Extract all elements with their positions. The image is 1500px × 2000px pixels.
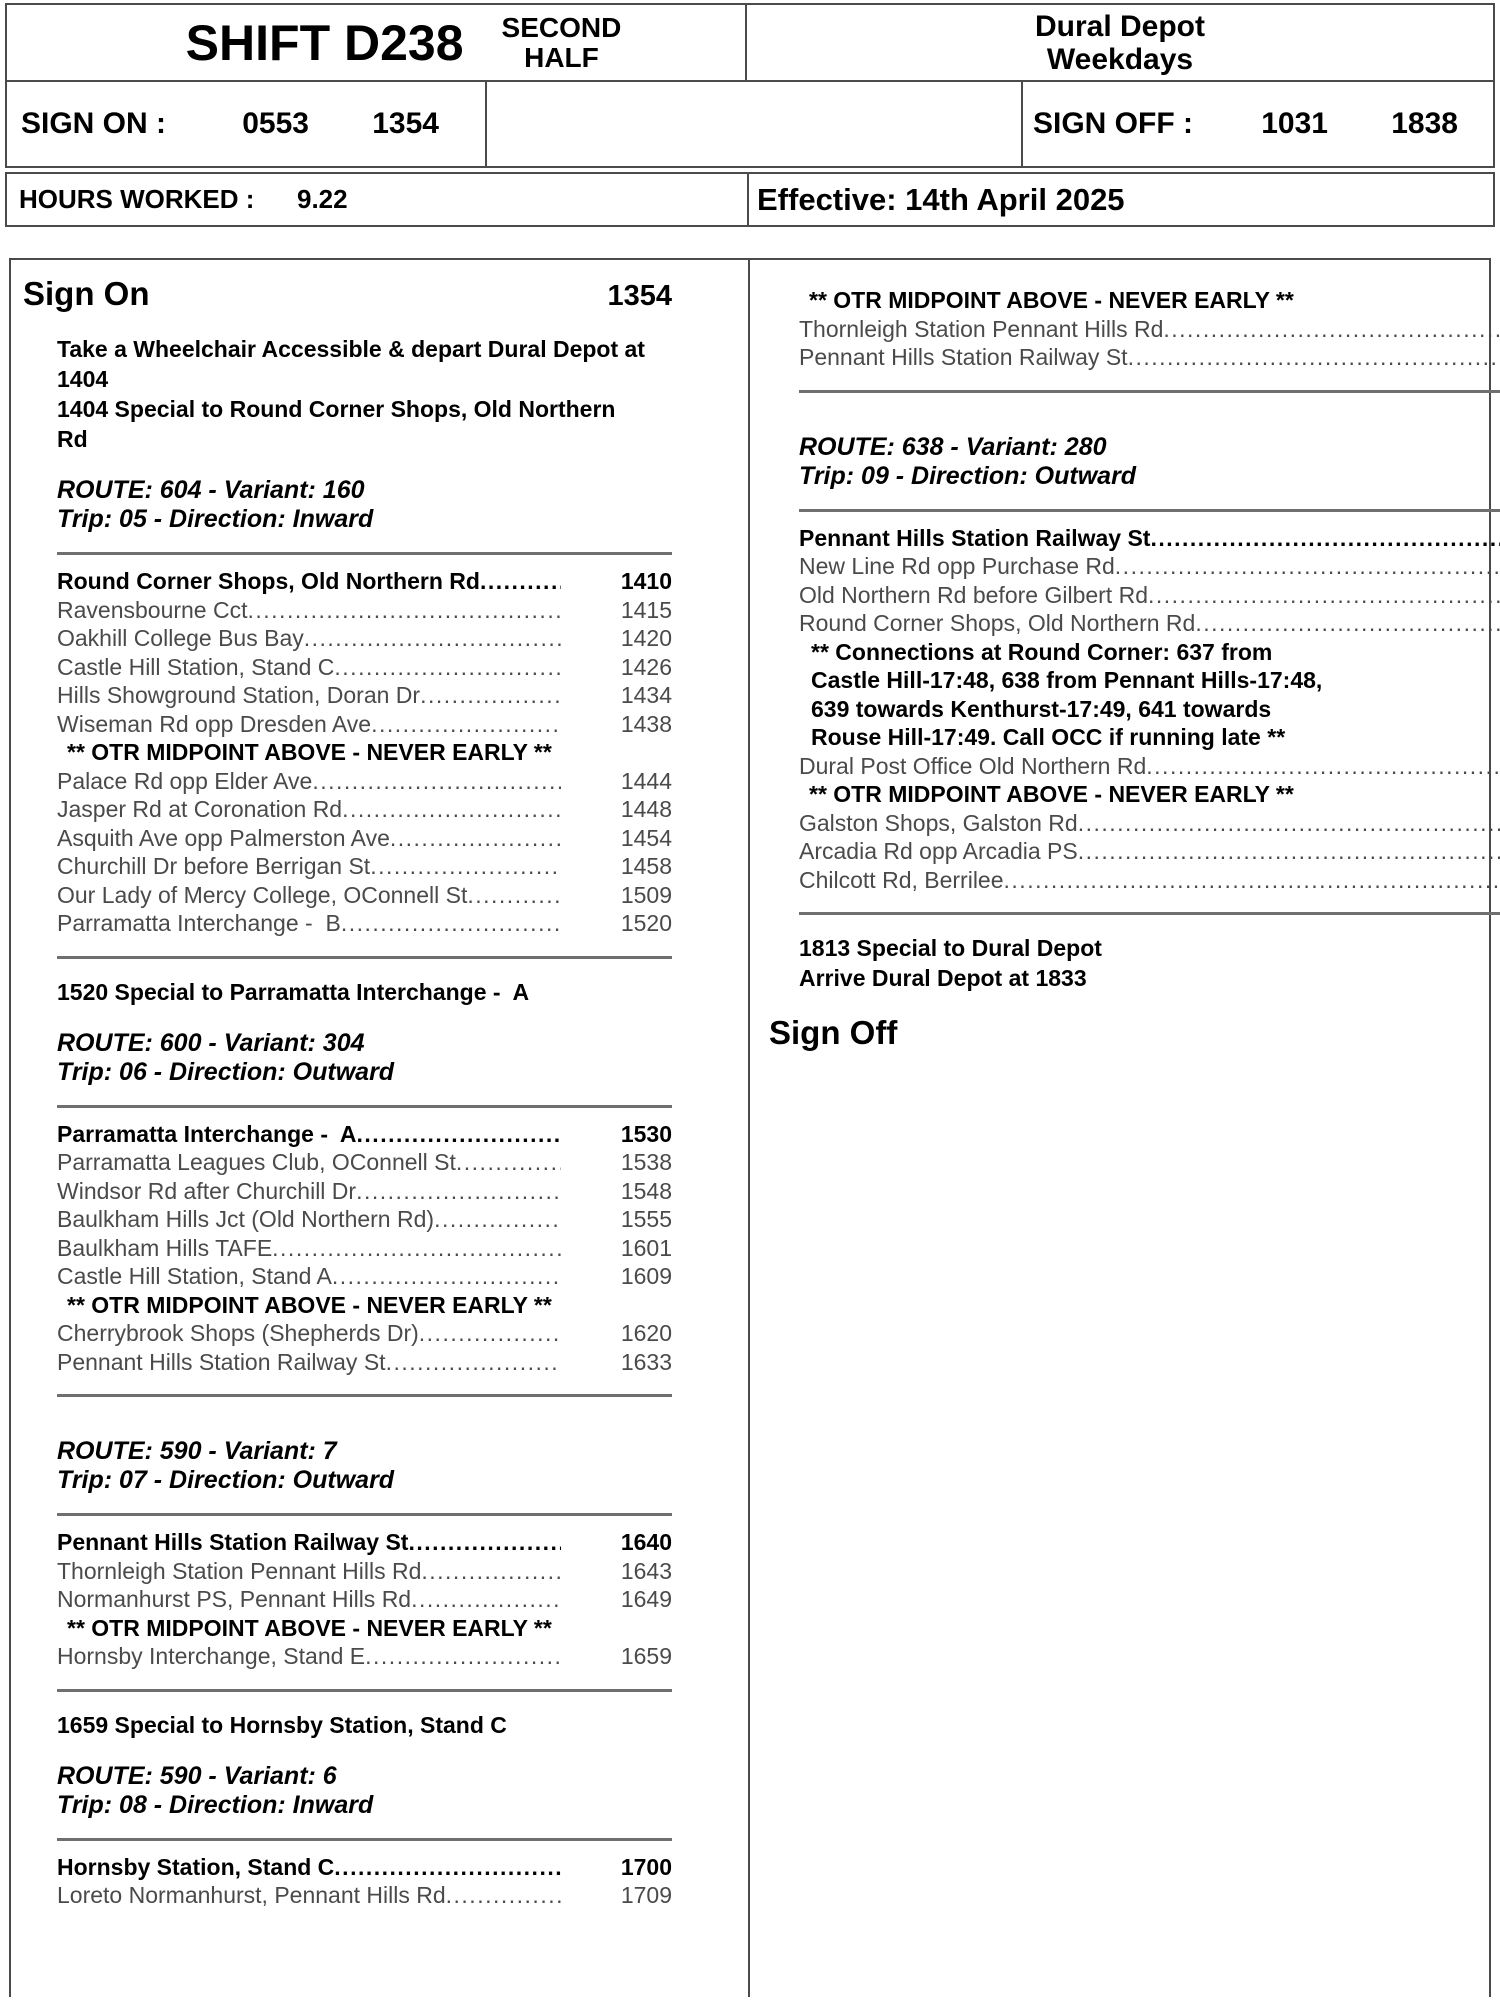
stop-time: 1538 xyxy=(620,1149,672,1175)
stop-name: Baulkham Hills TAFE xyxy=(57,1234,273,1261)
dot-leader xyxy=(467,881,561,910)
stop-time: 1640 xyxy=(620,1529,672,1555)
stop-time: 1434 xyxy=(620,682,672,708)
route-header xyxy=(57,1029,672,1087)
stop-name: Jasper Rd at Coronation Rd xyxy=(57,796,343,822)
dot-leader xyxy=(342,795,561,824)
section-rule xyxy=(57,1513,672,1516)
sign-off-heading xyxy=(769,1013,1500,1053)
dot-leader xyxy=(1078,809,1500,838)
stop-row xyxy=(57,1319,672,1348)
stop-name: Round Corner Shops, Old Northern Rd xyxy=(799,610,1196,636)
stop-label xyxy=(57,1881,561,1910)
trip-line: Trip: 05 - Direction: Inward xyxy=(57,505,374,533)
stop-row xyxy=(799,315,1500,344)
duty-detail-box xyxy=(9,258,1491,1997)
otr-midpoint-notice: ** OTR MIDPOINT ABOVE - NEVER EARLY ** xyxy=(67,1291,552,1318)
stop-row xyxy=(57,795,672,824)
hours-worked-label: HOURS WORKED : xyxy=(19,184,255,214)
stop-row xyxy=(57,596,672,625)
sign-off-cell xyxy=(1023,82,1493,166)
route-line: ROUTE: 604 - Variant: 160 xyxy=(57,476,365,504)
route-header xyxy=(57,476,672,534)
stop-row xyxy=(57,824,672,853)
dot-leader xyxy=(408,1528,561,1557)
stop-label xyxy=(57,1262,561,1291)
stop-name: Arcadia Rd opp Arcadia PS xyxy=(799,838,1078,864)
dot-leader xyxy=(312,767,561,796)
dot-leader xyxy=(421,1557,561,1586)
dot-leader xyxy=(356,1177,561,1206)
stop-name: Parramatta Leagues Club, OConnell St xyxy=(57,1149,456,1175)
stop-label xyxy=(57,624,561,653)
otr-midpoint-notice: ** OTR MIDPOINT ABOVE - NEVER EARLY ** xyxy=(809,781,1294,807)
dot-leader xyxy=(371,710,561,739)
trip-stop-list xyxy=(57,1853,672,1910)
dot-leader xyxy=(357,1120,561,1149)
sign-on-time-1: 0553 xyxy=(242,107,309,140)
stop-row xyxy=(57,567,672,596)
otr-midpoint-notice: ** OTR MIDPOINT ABOVE - NEVER EARLY ** xyxy=(809,287,1294,313)
note-line: 1813 Special to Dural Depot xyxy=(799,935,1102,961)
notice-line: 639 towards Kenthurst-17:49, 641 towards xyxy=(811,695,1272,722)
trip-stop-list xyxy=(57,567,672,938)
stop-name: Parramatta Interchange - B xyxy=(57,910,341,936)
depot-cell xyxy=(747,5,1493,80)
depot-name: Dural Depot xyxy=(1034,9,1205,43)
stop-label xyxy=(57,1642,561,1671)
sign-off-time-1: 1031 xyxy=(1261,107,1328,140)
trip-line: Trip: 06 - Direction: Outward xyxy=(57,1057,395,1086)
half-line-1: SECOND xyxy=(501,11,622,43)
sign-on-label: SIGN ON : xyxy=(21,107,167,140)
stop-row xyxy=(799,752,1500,781)
stop-time: 1620 xyxy=(620,1320,672,1346)
header-row-sign xyxy=(5,82,1495,168)
stop-name: Cherrybrook Shops (Shepherds Dr) xyxy=(57,1320,419,1346)
shift-title: SHIFT D238 xyxy=(185,14,464,71)
stop-label xyxy=(799,809,1500,838)
special-note xyxy=(57,334,672,454)
dot-leader xyxy=(419,1319,561,1348)
route-line: ROUTE: 638 - Variant: 280 xyxy=(799,432,1107,461)
stop-time: 1548 xyxy=(620,1177,672,1204)
section-rule xyxy=(57,552,672,555)
stop-time: 1700 xyxy=(620,1853,672,1880)
shift-cell xyxy=(7,5,747,80)
stop-label xyxy=(799,752,1500,781)
sign-on-time-2: 1354 xyxy=(372,107,439,140)
stop-name: Pennant Hills Station Railway St xyxy=(57,1348,386,1375)
stop-label xyxy=(57,1177,561,1206)
stop-name: Castle Hill Station, Stand A xyxy=(57,1263,332,1289)
stop-row xyxy=(799,809,1500,838)
stop-label xyxy=(57,767,561,796)
empty-cell xyxy=(487,82,1023,166)
stop-label xyxy=(57,1234,561,1263)
trip-stop-list xyxy=(57,1528,672,1671)
stop-label xyxy=(57,596,561,625)
stop-label xyxy=(57,681,561,710)
stop-time: 1426 xyxy=(620,653,672,680)
section-rule xyxy=(799,509,1500,512)
heading-label: Sign On xyxy=(23,275,150,312)
otr-midpoint-notice: ** OTR MIDPOINT ABOVE - NEVER EARLY ** xyxy=(67,739,552,765)
stop-name: New Line Rd opp Purchase Rd xyxy=(799,553,1115,579)
dot-leader xyxy=(1163,315,1500,344)
effective-date: Effective: 14th April 2025 xyxy=(757,181,1125,217)
dot-leader xyxy=(390,824,561,853)
stop-row xyxy=(799,837,1500,866)
stop-label xyxy=(57,852,561,881)
stop-label xyxy=(799,524,1500,553)
route-line: ROUTE: 590 - Variant: 6 xyxy=(57,1761,337,1790)
shift-half-label xyxy=(502,13,622,73)
stop-time: 1643 xyxy=(620,1557,672,1584)
stop-name: Old Northern Rd before Gilbert Rd xyxy=(799,581,1148,608)
stop-name: Oakhill College Bus Bay xyxy=(57,625,304,651)
special-note xyxy=(799,933,1500,993)
stop-name: Palace Rd opp Elder Ave xyxy=(57,767,313,794)
stop-name: Baulkham Hills Jct (Old Northern Rd) xyxy=(57,1206,435,1232)
dot-leader xyxy=(420,681,561,710)
stop-label xyxy=(57,1120,561,1149)
stop-row xyxy=(799,552,1500,581)
section-rule xyxy=(799,912,1500,915)
dot-leader xyxy=(1146,752,1500,781)
stop-time: 1633 xyxy=(620,1348,672,1375)
trip-line: Trip: 08 - Direction: Inward xyxy=(57,1790,374,1819)
stop-row xyxy=(57,881,672,910)
note-line: 1404 Special to Round Corner Shops, Old Northern xyxy=(57,396,616,422)
route-header xyxy=(799,433,1500,491)
dot-leader xyxy=(334,653,561,682)
stop-time: 1410 xyxy=(620,568,672,594)
stop-name: Dural Post Office Old Northern Rd xyxy=(799,752,1147,779)
stop-name: Galston Shops, Galston Rd xyxy=(799,809,1078,836)
stop-row xyxy=(57,1528,672,1557)
stop-time: 1609 xyxy=(620,1263,672,1289)
dot-leader xyxy=(411,1585,561,1614)
depot-days: Weekdays xyxy=(1046,42,1194,76)
special-note xyxy=(57,1710,672,1740)
stop-name: Hills Showground Station, Doran Dr xyxy=(57,682,421,708)
dot-leader xyxy=(341,909,561,938)
stop-label xyxy=(799,866,1500,895)
stop-time: 1420 xyxy=(620,625,672,651)
stop-name: Windsor Rd after Churchill Dr xyxy=(57,1177,357,1204)
dot-leader xyxy=(334,1853,561,1882)
stop-label xyxy=(57,653,561,682)
stop-time: 1458 xyxy=(620,853,672,879)
stop-name: Castle Hill Station, Stand C xyxy=(57,653,335,680)
stop-row xyxy=(57,710,672,739)
stop-time: 1659 xyxy=(620,1643,672,1669)
stop-row xyxy=(57,1262,672,1291)
stop-label xyxy=(799,581,1500,610)
stop-row xyxy=(799,581,1500,610)
stop-time: 1415 xyxy=(620,596,672,623)
dot-leader xyxy=(332,1262,561,1291)
note-line: Rd xyxy=(57,426,88,452)
stop-row xyxy=(799,524,1500,553)
stop-name: Pennant Hills Station Railway St xyxy=(799,524,1151,551)
trip-stop-list xyxy=(799,524,1500,895)
stop-row xyxy=(57,653,672,682)
otr-midpoint-notice: ** OTR MIDPOINT ABOVE - NEVER EARLY ** xyxy=(67,1614,552,1641)
notice-line: Rouse Hill-17:49. Call OCC if running late ** xyxy=(811,724,1286,750)
header-row-hours xyxy=(5,172,1495,227)
stop-row xyxy=(57,1205,672,1234)
connections-notice xyxy=(799,638,1500,752)
section-rule xyxy=(799,390,1500,393)
stop-name: Hornsby Station, Stand C xyxy=(57,1853,335,1880)
section-rule xyxy=(57,1838,672,1841)
hours-worked-cell xyxy=(7,174,749,225)
stop-label xyxy=(57,824,561,853)
stop-label xyxy=(57,1319,561,1348)
stop-time: 1709 xyxy=(620,1882,672,1908)
route-line: ROUTE: 590 - Variant: 7 xyxy=(57,1437,337,1465)
stop-row xyxy=(57,852,672,881)
dot-leader xyxy=(446,1881,561,1910)
stop-label xyxy=(57,1557,561,1586)
heading-label: Sign Off xyxy=(769,1014,898,1051)
stop-time: 1520 xyxy=(620,910,672,936)
stop-label xyxy=(57,795,561,824)
trip-line: Trip: 07 - Direction: Outward xyxy=(57,1466,395,1494)
stop-name: Ravensbourne Cct xyxy=(57,596,248,623)
dot-leader xyxy=(365,1642,561,1671)
half-line-2: HALF xyxy=(524,41,599,73)
route-header xyxy=(57,1437,672,1495)
dot-leader xyxy=(370,852,561,881)
dot-leader xyxy=(272,1234,561,1263)
sign-off-time-2: 1838 xyxy=(1391,107,1458,140)
stop-label xyxy=(57,1205,561,1234)
stop-label xyxy=(57,1853,561,1882)
trip-stop-list xyxy=(57,1120,672,1377)
stop-name: Normanhurst PS, Pennant Hills Rd xyxy=(57,1586,412,1612)
stop-label xyxy=(799,315,1500,344)
notice-line: ** Connections at Round Corner: 637 from xyxy=(811,638,1273,665)
stop-row xyxy=(57,681,672,710)
dot-leader xyxy=(248,596,562,625)
stop-row xyxy=(57,624,672,653)
stop-row xyxy=(57,1348,672,1377)
stop-name: Hornsby Interchange, Stand E xyxy=(57,1643,366,1669)
stop-label xyxy=(799,609,1500,638)
stop-name: Round Corner Shops, Old Northern Rd xyxy=(57,568,480,594)
dot-leader xyxy=(1004,866,1500,895)
stop-time: 1530 xyxy=(620,1120,672,1147)
stop-label xyxy=(799,343,1500,372)
stop-name: Wiseman Rd opp Dresden Ave xyxy=(57,710,372,737)
stop-name: Pennant Hills Station Railway St xyxy=(57,1529,409,1555)
note-line: 1404 xyxy=(57,366,109,392)
left-column xyxy=(11,260,750,1997)
stop-row xyxy=(57,767,672,796)
stop-name: Asquith Ave opp Palmerston Ave xyxy=(57,824,390,851)
stop-name: Churchill Dr before Berrigan St xyxy=(57,853,371,879)
dot-leader xyxy=(1128,343,1500,372)
trip-stop-list xyxy=(799,286,1500,372)
stop-row xyxy=(57,1177,672,1206)
route-line: ROUTE: 600 - Variant: 304 xyxy=(57,1028,365,1057)
note-line: Arrive Dural Depot at 1833 xyxy=(799,965,1087,991)
header-row-shift xyxy=(5,3,1495,82)
dot-leader xyxy=(434,1205,561,1234)
stop-time: 1509 xyxy=(620,881,672,908)
sign-off-label: SIGN OFF : xyxy=(1033,107,1193,140)
stop-label xyxy=(57,1585,561,1614)
stop-name: Loreto Normanhurst, Pennant Hills Rd xyxy=(57,1882,446,1908)
stop-label xyxy=(57,710,561,739)
dot-leader xyxy=(1148,581,1500,610)
trip-line: Trip: 09 - Direction: Outward xyxy=(799,461,1137,490)
note-line: 1659 Special to Hornsby Station, Stand C xyxy=(57,1711,507,1738)
dot-leader xyxy=(1115,552,1500,581)
stop-time: 1444 xyxy=(620,767,672,794)
stop-time: 1555 xyxy=(620,1206,672,1232)
special-note xyxy=(57,977,672,1007)
dot-leader xyxy=(480,567,561,596)
notice-line: Castle Hill-17:48, 638 from Pennant Hills-17:48, xyxy=(811,667,1323,693)
stop-label xyxy=(799,552,1500,581)
stop-row xyxy=(799,866,1500,895)
stop-row xyxy=(57,909,672,938)
stop-row xyxy=(799,343,1500,372)
stop-label xyxy=(57,1348,561,1377)
dot-leader xyxy=(456,1148,561,1177)
stop-label xyxy=(57,909,561,938)
stop-label xyxy=(57,1148,561,1177)
stop-label xyxy=(57,567,561,596)
stop-label xyxy=(799,837,1500,866)
stop-row xyxy=(57,1148,672,1177)
note-line: 1520 Special to Parramatta Interchange - A xyxy=(57,978,530,1005)
route-header xyxy=(57,1762,672,1820)
stop-label xyxy=(57,881,561,910)
stop-name: Chilcott Rd, Berrilee xyxy=(799,866,1004,893)
stop-row xyxy=(57,1881,672,1910)
stop-row xyxy=(799,609,1500,638)
stop-row xyxy=(57,1234,672,1263)
dot-leader xyxy=(386,1348,561,1377)
note-line: Take a Wheelchair Accessible & depart Dural Depot at xyxy=(57,336,645,362)
stop-row xyxy=(57,1585,672,1614)
dot-leader xyxy=(1150,524,1500,553)
section-rule xyxy=(57,1105,672,1108)
stop-label xyxy=(57,1528,561,1557)
stop-name: Parramatta Interchange - A xyxy=(57,1120,357,1147)
stop-row xyxy=(57,1557,672,1586)
right-column xyxy=(750,260,1500,1997)
stop-row xyxy=(57,1853,672,1882)
dot-leader xyxy=(304,624,561,653)
stop-time: 1438 xyxy=(620,710,672,737)
stop-time: 1454 xyxy=(620,824,672,851)
section-rule xyxy=(57,1689,672,1692)
stop-time: 1649 xyxy=(620,1586,672,1612)
hours-worked-value: 9.22 xyxy=(297,184,348,214)
stop-row xyxy=(57,1642,672,1671)
dot-leader xyxy=(1195,609,1500,638)
sign-on-heading xyxy=(23,274,672,314)
stop-row xyxy=(57,1120,672,1149)
dot-leader xyxy=(1078,837,1500,866)
stop-time: 1448 xyxy=(620,796,672,822)
stop-name: Our Lady of Mercy College, OConnell St xyxy=(57,881,468,908)
stop-name: Pennant Hills Station Railway St xyxy=(799,344,1128,370)
sign-on-cell xyxy=(7,82,487,166)
stop-name: Thornleigh Station Pennant Hills Rd xyxy=(57,1557,422,1584)
duty-sheet-page xyxy=(0,3,1500,1997)
heading-time: 1354 xyxy=(607,280,672,312)
stop-time: 1601 xyxy=(620,1234,672,1261)
section-rule xyxy=(57,1394,672,1397)
section-rule xyxy=(57,956,672,959)
stop-name: Thornleigh Station Pennant Hills Rd xyxy=(799,315,1164,342)
